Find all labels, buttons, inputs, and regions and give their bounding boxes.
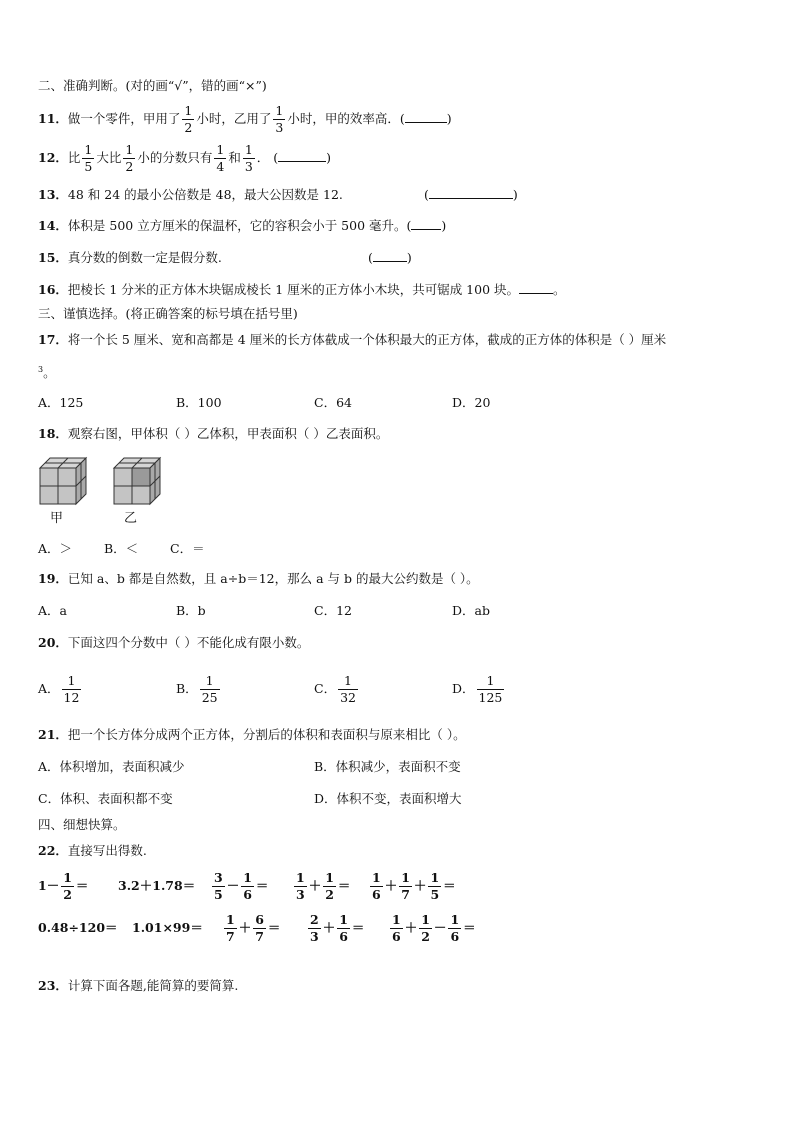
question-15-answer: ( ) — [368, 250, 412, 265]
calc-item: $\frac{2}{3}$ ＋ $\frac{1}{6}$ ＝ — [310, 911, 365, 944]
calc-item: $\frac{1}{6}$ ＋ $\frac{1}{7}$ ＋ $\frac{1}{5}$ ＝ — [372, 869, 456, 902]
question-21: 21．把一个长方体分成两个正方体，分割后的体积和表面积与原来相比（ ）。 — [38, 727, 466, 742]
option-d[interactable]: D．20 — [452, 395, 491, 410]
fraction: $\frac{1}{125}$ — [478, 672, 503, 705]
option-c[interactable]: C．体积、表面积都不变 — [38, 791, 173, 806]
option-c[interactable]: C． $\frac{1}{32}$ — [314, 672, 356, 705]
answer-blank[interactable] — [373, 249, 407, 262]
fraction: $\frac{3}{5}$ — [214, 869, 223, 902]
fraction: $\frac{1}{2}$ — [63, 869, 72, 902]
question-16: 16．把棱长 1 分米的正方体木块锯成棱长 1 厘米的正方体小木块，共可锯成 100 块。 。 — [38, 282, 566, 297]
option-d[interactable]: D．体积不变，表面积增大 — [314, 791, 462, 806]
question-19: 19．已知 a、b 都是自然数，且 a÷b＝12，那么 a 与 b 的最大公约数是（ ）。 — [38, 571, 479, 586]
option-c[interactable]: C．64 — [314, 395, 352, 410]
question-20: 20．下面这四个分数中（ ）不能化成有限小数。 — [38, 635, 310, 650]
option-a[interactable]: A．＞ — [38, 541, 73, 556]
option-b[interactable]: B．100 — [176, 395, 222, 410]
fraction: $\frac{1}{4}$ — [216, 141, 225, 174]
fraction: $\frac{1}{7}$ — [226, 911, 235, 944]
calc-item: 0.48÷120＝ — [38, 920, 118, 935]
fraction: $\frac{1}{2}$ — [325, 869, 334, 902]
question-14: 14．体积是 500 立方厘米的保温杯，它的容积会小于 500 毫升。( ) — [38, 218, 447, 233]
option-a[interactable]: A．a — [38, 603, 67, 618]
fraction: $\frac{1}{12}$ — [63, 672, 80, 705]
fraction: $\frac{2}{3}$ — [310, 911, 319, 944]
option-d[interactable]: D．ab — [452, 603, 490, 618]
question-15: 15．真分数的倒数一定是假分数. — [38, 250, 222, 265]
question-17: 17．将一个长 5 厘米、宽和高都是 4 厘米的长方体截成一个体积最大的正方体，截成的正方体的体积是（ ）厘米 — [38, 332, 667, 347]
calc-item: 1.01×99＝ — [132, 920, 203, 935]
fraction: $\frac{1}{5}$ — [430, 869, 440, 902]
calc-item: $\frac{3}{5}$ － $\frac{1}{6}$ ＝ — [214, 869, 269, 902]
option-d[interactable]: D． $\frac{1}{125}$ — [452, 672, 503, 705]
cube-figure-jia — [40, 458, 86, 504]
calc-item: 1－ $\frac{1}{2}$ ＝ — [38, 869, 89, 902]
question-13: 13．48 和 24 的最小公倍数是 48，最大公因数是 12. — [38, 187, 343, 202]
option-a[interactable]: A． $\frac{1}{12}$ — [38, 672, 80, 705]
fraction: $\frac{1}{3}$ — [296, 869, 305, 902]
calc-item: $\frac{1}{6}$ ＋ $\frac{1}{2}$ － $\frac{1}{6}$ ＝ — [392, 911, 476, 944]
fraction: $\frac{1}{2}$ — [421, 911, 430, 944]
option-b[interactable]: B．体积减少，表面积不变 — [314, 759, 461, 774]
fraction: $\frac{1}{6}$ — [450, 911, 460, 944]
section-3-title: 三、谨慎选择。(将正确答案的标号填在括号里) — [38, 306, 298, 321]
calc-item: $\frac{1}{3}$ ＋ $\frac{1}{2}$ ＝ — [296, 869, 351, 902]
fraction: $\frac{1}{25}$ — [201, 672, 218, 705]
calc-item: $\frac{1}{7}$ ＋ $\frac{6}{7}$ ＝ — [226, 911, 281, 944]
question-12: 12．比 $\frac{1}{5}$ 大比 $\frac{1}{2}$ 小的分数只有 $\frac{1}{4}$ 和 $\frac{1}{3}$ ． ( ) — [38, 141, 332, 174]
fraction: $\frac{1}{3}$ — [244, 141, 253, 174]
question-13-answer: ( ) — [424, 187, 518, 202]
fraction: $\frac{1}{6}$ — [392, 911, 401, 944]
question-11: 11．做一个零件，甲用了 $\frac{1}{2}$ 小时，乙用了 $\frac{1}{3}$ 小时，甲的效率高．( ) — [38, 102, 452, 135]
option-b[interactable]: B．b — [176, 603, 206, 618]
cube-figure-yi — [114, 458, 160, 504]
answer-blank[interactable] — [411, 217, 441, 230]
label-jia: 甲 — [50, 511, 64, 526]
calc-item: 3.2＋1.78＝ — [118, 878, 196, 893]
label-yi: 乙 — [124, 511, 138, 526]
question-23: 23．计算下面各题,能简算的要简算. — [38, 978, 239, 993]
question-17-unit: $^3$。 — [38, 365, 56, 381]
fraction: $\frac{1}{6}$ — [339, 911, 348, 944]
fraction: $\frac{6}{7}$ — [255, 911, 264, 944]
option-c[interactable]: C．＝ — [170, 541, 205, 556]
option-b[interactable]: B．＜ — [104, 541, 139, 556]
option-a[interactable]: A．125 — [38, 395, 84, 410]
fraction: $\frac{1}{3}$ — [275, 102, 284, 135]
question-18: 18．观察右图，甲体积（ ）乙体积，甲表面积（ ）乙表面积。 — [38, 426, 389, 441]
fraction: $\frac{1}{32}$ — [340, 672, 356, 705]
answer-blank[interactable] — [405, 110, 447, 123]
fraction: $\frac{1}{6}$ — [372, 869, 381, 902]
answer-blank[interactable] — [519, 281, 553, 294]
fraction: $\frac{1}{7}$ — [401, 869, 410, 902]
cube-figures — [36, 456, 166, 528]
question-22: 22．直接写出得数. — [38, 843, 147, 858]
fraction: $\frac{1}{6}$ — [243, 869, 252, 902]
answer-blank[interactable] — [429, 186, 513, 199]
option-a[interactable]: A．体积增加，表面积减少 — [38, 759, 185, 774]
option-b[interactable]: B． $\frac{1}{25}$ — [176, 672, 218, 705]
fraction: $\frac{1}{5}$ — [84, 141, 93, 174]
fraction: $\frac{1}{2}$ — [184, 102, 193, 135]
fraction: $\frac{1}{2}$ — [125, 141, 134, 174]
option-c[interactable]: C．12 — [314, 603, 352, 618]
answer-blank[interactable] — [278, 149, 326, 162]
section-2-title: 二、准确判断。(对的画“√”，错的画“×”) — [38, 78, 267, 93]
section-4-title: 四、细想快算。 — [38, 817, 126, 832]
